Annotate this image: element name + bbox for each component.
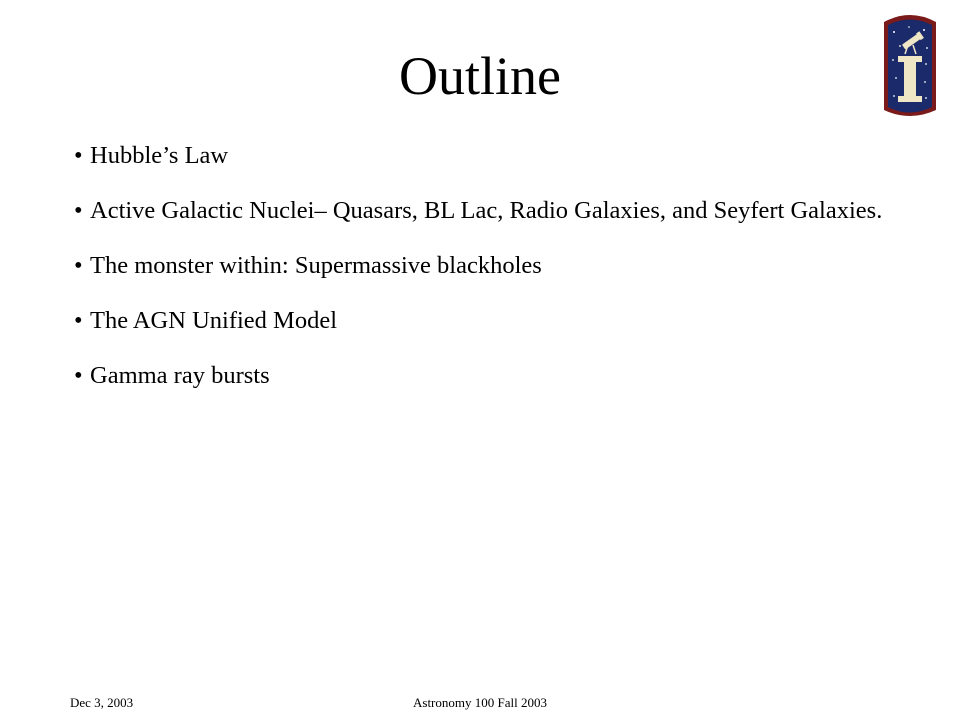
bullet-list xyxy=(74,138,894,413)
bullet-text: Hubble’s Law xyxy=(90,142,229,169)
bullet-marker: • xyxy=(74,197,83,224)
footer-course-title: Astronomy 100 Fall 2003 xyxy=(413,695,547,710)
bullet-text: The monster within: Supermassive blackholes xyxy=(90,252,542,279)
bullet-item-gamma-ray-bursts xyxy=(74,358,894,394)
bullet-item-active-galactic-nuclei xyxy=(74,193,894,229)
bullet-text: Gamma ray bursts xyxy=(90,362,270,389)
shield-i-telescope-icon xyxy=(878,12,942,120)
bullet-text: The AGN Unified Model xyxy=(90,307,337,334)
bullet-item-agn-unified-model xyxy=(74,303,894,339)
bullet-text: Active Galactic Nuclei– Quasars, BL Lac, Radio Galaxies, and Seyfert Galaxies. xyxy=(90,197,883,224)
bullet-marker: • xyxy=(74,307,83,334)
bullet-marker: • xyxy=(74,142,83,169)
bullet-item-hubbles-law xyxy=(74,138,894,174)
bullet-item-monster-within xyxy=(74,248,894,284)
slide-title: Outline xyxy=(399,46,561,106)
bullet-marker: • xyxy=(74,362,83,389)
footer-date: Dec 3, 2003 xyxy=(70,695,134,710)
bullet-marker: • xyxy=(74,252,83,279)
